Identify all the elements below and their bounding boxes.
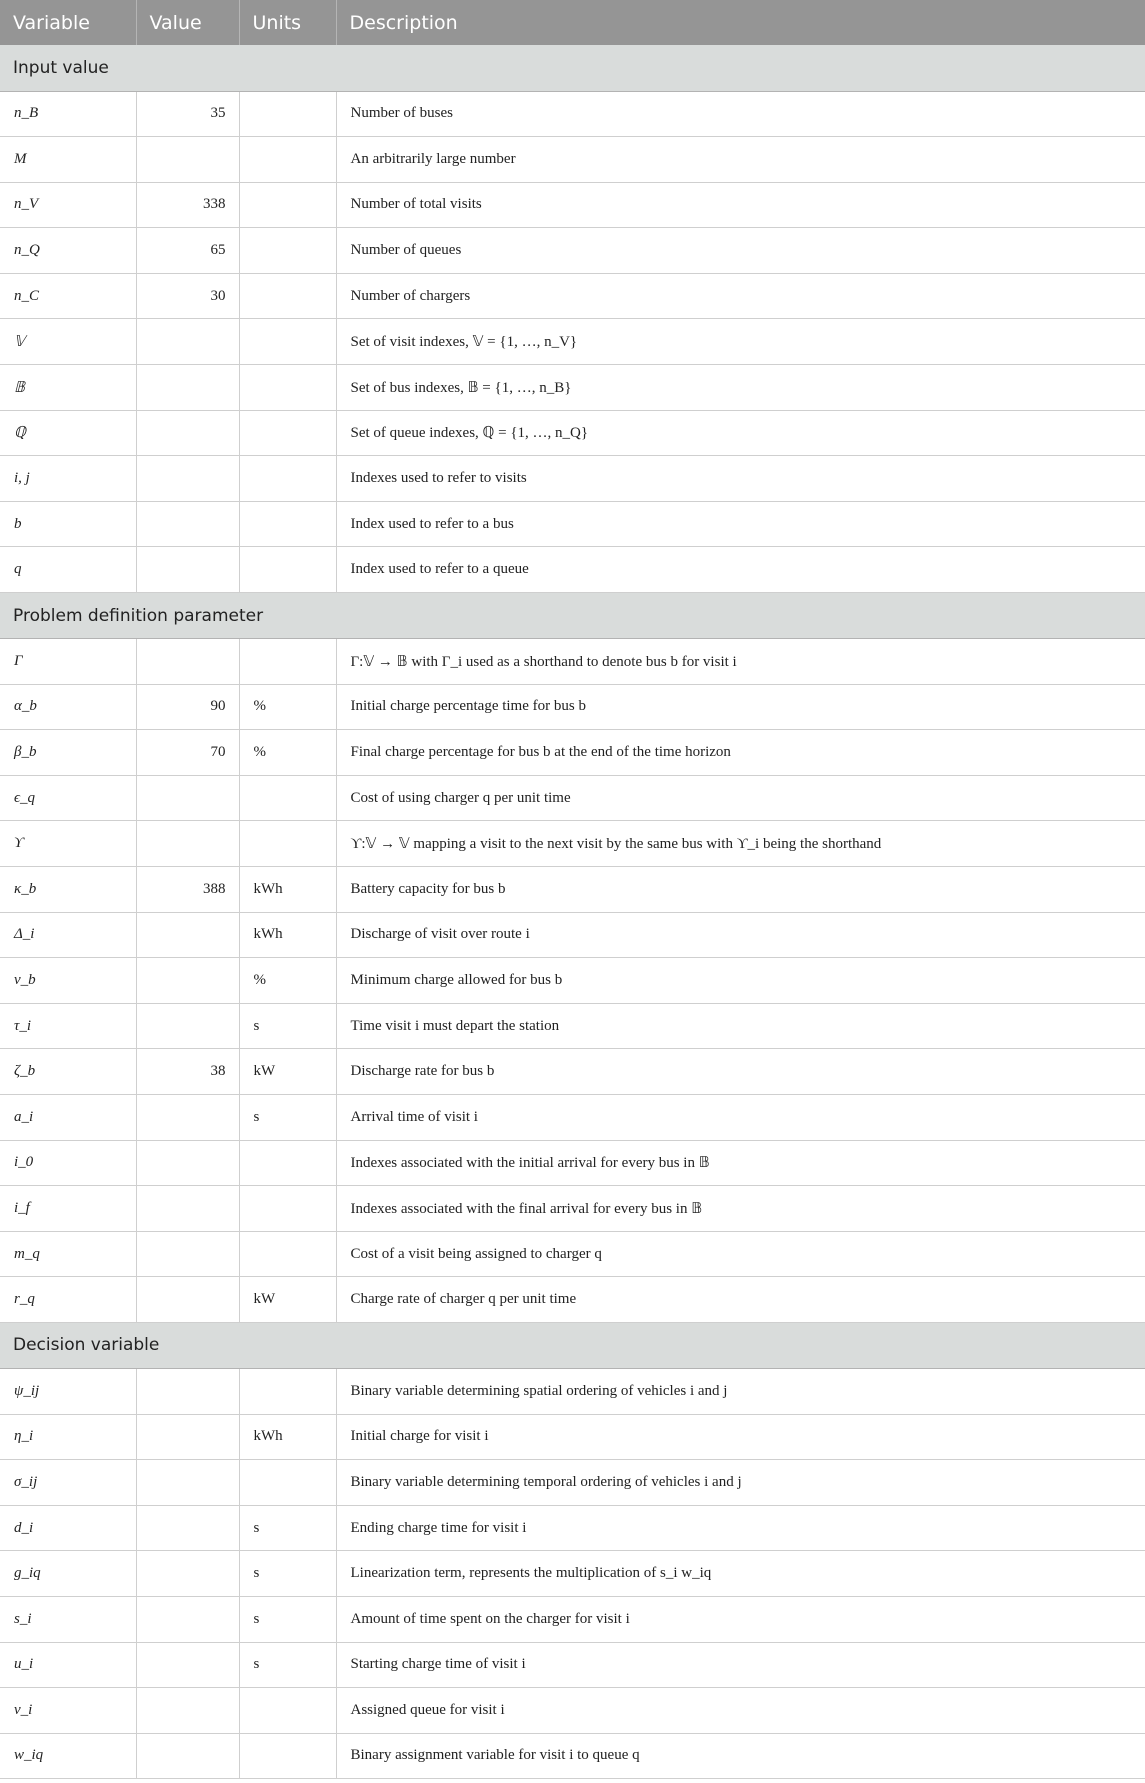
cell-description: Arrival time of visit i — [336, 1094, 1145, 1140]
table-row — [0, 639, 1145, 685]
cell-value — [136, 319, 239, 365]
cell-description: Indexes associated with the final arrival for every bus in 𝔹 — [336, 1186, 1145, 1232]
cell-variable: w_iq — [0, 1733, 136, 1779]
cell-description: Ending charge time for visit i — [336, 1505, 1145, 1551]
cell-description: Index used to refer to a bus — [336, 501, 1145, 547]
cell-units: kWh — [239, 912, 336, 958]
cell-units — [239, 821, 336, 867]
cell-value — [136, 1688, 239, 1734]
cell-description: Minimum charge allowed for bus b — [336, 958, 1145, 1004]
table-row — [0, 1277, 1145, 1323]
cell-value — [136, 912, 239, 958]
cell-description: Cost of a visit being assigned to charger q — [336, 1231, 1145, 1277]
cell-value — [136, 137, 239, 183]
cell-value: 388 — [136, 867, 239, 913]
section-title: Problem definition parameter — [0, 593, 1145, 639]
table-row — [0, 1642, 1145, 1688]
cell-value — [136, 1186, 239, 1232]
table-row — [0, 684, 1145, 730]
cell-variable: M — [0, 137, 136, 183]
cell-variable: s_i — [0, 1596, 136, 1642]
cell-variable: v_i — [0, 1688, 136, 1734]
cell-value — [136, 775, 239, 821]
cell-description: Initial charge percentage time for bus b — [336, 684, 1145, 730]
cell-description: Number of total visits — [336, 182, 1145, 228]
cell-units: kWh — [239, 1414, 336, 1460]
cell-description: Set of visit indexes, 𝕍 = {1, …, n_V} — [336, 319, 1145, 365]
cell-units — [239, 410, 336, 456]
table-row — [0, 1140, 1145, 1186]
cell-description: An arbitrarily large number — [336, 137, 1145, 183]
cell-value — [136, 1505, 239, 1551]
cell-variable: q — [0, 547, 136, 593]
cell-value — [136, 1551, 239, 1597]
cell-units: % — [239, 958, 336, 1004]
cell-description: Initial charge for visit i — [336, 1414, 1145, 1460]
table-row — [0, 182, 1145, 228]
cell-units — [239, 1733, 336, 1779]
cell-variable: n_B — [0, 91, 136, 137]
cell-variable: α_b — [0, 684, 136, 730]
cell-value — [136, 1733, 239, 1779]
cell-value — [136, 821, 239, 867]
table-row — [0, 1094, 1145, 1140]
cell-variable: ℚ — [0, 410, 136, 456]
cell-units — [239, 228, 336, 274]
table-row — [0, 1460, 1145, 1506]
table-row — [0, 137, 1145, 183]
cell-value: 338 — [136, 182, 239, 228]
cell-units — [239, 137, 336, 183]
cell-description: Assigned queue for visit i — [336, 1688, 1145, 1734]
table-row — [0, 775, 1145, 821]
cell-variable: ν_b — [0, 958, 136, 1004]
table-row — [0, 547, 1145, 593]
table-row — [0, 1505, 1145, 1551]
cell-variable: i_0 — [0, 1140, 136, 1186]
cell-description: Battery capacity for bus b — [336, 867, 1145, 913]
table-row — [0, 1368, 1145, 1414]
section-title: Decision variable — [0, 1322, 1145, 1368]
cell-value: 38 — [136, 1049, 239, 1095]
cell-units: kW — [239, 1277, 336, 1323]
cell-units — [239, 1231, 336, 1277]
cell-units — [239, 1186, 336, 1232]
cell-value — [136, 1368, 239, 1414]
cell-units — [239, 547, 336, 593]
header-value: Value — [136, 0, 239, 45]
cell-description: Cost of using charger q per unit time — [336, 775, 1145, 821]
cell-description: Final charge percentage for bus b at the end of the time horizon — [336, 730, 1145, 776]
cell-value — [136, 1277, 239, 1323]
cell-units — [239, 182, 336, 228]
cell-units — [239, 639, 336, 685]
cell-variable: r_q — [0, 1277, 136, 1323]
header-row — [0, 0, 1145, 45]
cell-variable: Δ_i — [0, 912, 136, 958]
cell-variable: ϵ_q — [0, 775, 136, 821]
cell-value — [136, 501, 239, 547]
cell-value — [136, 1414, 239, 1460]
table-row — [0, 1049, 1145, 1095]
cell-value — [136, 410, 239, 456]
table-row — [0, 912, 1145, 958]
cell-description: Indexes used to refer to visits — [336, 456, 1145, 502]
cell-variable: d_i — [0, 1505, 136, 1551]
cell-description: ϒ:𝕍 → 𝕍 mapping a visit to the next visit by the same bus with ϒ_i being the shorthand — [336, 821, 1145, 867]
cell-value — [136, 1596, 239, 1642]
cell-value: 90 — [136, 684, 239, 730]
section-row — [0, 593, 1145, 639]
table-row — [0, 1231, 1145, 1277]
table-row — [0, 319, 1145, 365]
cell-description: Binary assignment variable for visit i to queue q — [336, 1733, 1145, 1779]
cell-value — [136, 365, 239, 411]
cell-variable: i_f — [0, 1186, 136, 1232]
cell-variable: a_i — [0, 1094, 136, 1140]
table-row — [0, 273, 1145, 319]
cell-units: s — [239, 1642, 336, 1688]
cell-variable: ψ_ij — [0, 1368, 136, 1414]
table-body — [0, 45, 1145, 1779]
cell-variable: 𝕍 — [0, 319, 136, 365]
section-title: Input value — [0, 45, 1145, 91]
cell-variable: g_iq — [0, 1551, 136, 1597]
cell-description: Time visit i must depart the station — [336, 1003, 1145, 1049]
table-row — [0, 1186, 1145, 1232]
cell-units: s — [239, 1551, 336, 1597]
cell-variable: Γ — [0, 639, 136, 685]
table-row — [0, 365, 1145, 411]
cell-description: Binary variable determining spatial ordering of vehicles i and j — [336, 1368, 1145, 1414]
section-row — [0, 1322, 1145, 1368]
cell-units — [239, 1688, 336, 1734]
header-variable: Variable — [0, 0, 136, 45]
cell-description: Set of queue indexes, ℚ = {1, …, n_Q} — [336, 410, 1145, 456]
cell-units — [239, 775, 336, 821]
table-row — [0, 958, 1145, 1004]
cell-units: s — [239, 1094, 336, 1140]
cell-description: Number of queues — [336, 228, 1145, 274]
cell-value — [136, 1003, 239, 1049]
table-row — [0, 1003, 1145, 1049]
cell-description: Amount of time spent on the charger for visit i — [336, 1596, 1145, 1642]
cell-variable: m_q — [0, 1231, 136, 1277]
cell-description: Linearization term, represents the multiplication of s_i w_iq — [336, 1551, 1145, 1597]
cell-variable: 𝔹 — [0, 365, 136, 411]
table-row — [0, 1733, 1145, 1779]
cell-units: s — [239, 1505, 336, 1551]
cell-variable: ϒ — [0, 821, 136, 867]
cell-value — [136, 1231, 239, 1277]
cell-value — [136, 958, 239, 1004]
cell-description: Γ:𝕍 → 𝔹 with Γ_i used as a shorthand to denote bus b for visit i — [336, 639, 1145, 685]
cell-variable: n_V — [0, 182, 136, 228]
cell-units: s — [239, 1003, 336, 1049]
table-row — [0, 1551, 1145, 1597]
cell-units — [239, 456, 336, 502]
cell-value — [136, 1140, 239, 1186]
cell-description: Number of chargers — [336, 273, 1145, 319]
cell-variable: β_b — [0, 730, 136, 776]
table-header — [0, 0, 1145, 45]
table-row — [0, 501, 1145, 547]
table-row — [0, 867, 1145, 913]
cell-value — [136, 456, 239, 502]
cell-units — [239, 1460, 336, 1506]
cell-variable: η_i — [0, 1414, 136, 1460]
cell-variable: σ_ij — [0, 1460, 136, 1506]
cell-description: Indexes associated with the initial arrival for every bus in 𝔹 — [336, 1140, 1145, 1186]
cell-units — [239, 91, 336, 137]
cell-description: Charge rate of charger q per unit time — [336, 1277, 1145, 1323]
cell-description: Index used to refer to a queue — [336, 547, 1145, 593]
header-units: Units — [239, 0, 336, 45]
table-row — [0, 1688, 1145, 1734]
cell-units: s — [239, 1596, 336, 1642]
cell-value: 30 — [136, 273, 239, 319]
cell-variable: κ_b — [0, 867, 136, 913]
cell-units: kW — [239, 1049, 336, 1095]
table-row — [0, 91, 1145, 137]
cell-description: Discharge of visit over route i — [336, 912, 1145, 958]
table-row — [0, 456, 1145, 502]
cell-value — [136, 639, 239, 685]
cell-value: 70 — [136, 730, 239, 776]
cell-units: kWh — [239, 867, 336, 913]
cell-value — [136, 1460, 239, 1506]
cell-value — [136, 1094, 239, 1140]
cell-units — [239, 1368, 336, 1414]
table-row — [0, 821, 1145, 867]
cell-description: Number of buses — [336, 91, 1145, 137]
table-row — [0, 1596, 1145, 1642]
table-row — [0, 730, 1145, 776]
cell-units — [239, 365, 336, 411]
cell-description: Binary variable determining temporal ordering of vehicles i and j — [336, 1460, 1145, 1506]
cell-variable: τ_i — [0, 1003, 136, 1049]
cell-value — [136, 547, 239, 593]
table-row — [0, 228, 1145, 274]
cell-value — [136, 1642, 239, 1688]
cell-units: % — [239, 684, 336, 730]
cell-variable: n_Q — [0, 228, 136, 274]
cell-variable: u_i — [0, 1642, 136, 1688]
cell-description: Starting charge time of visit i — [336, 1642, 1145, 1688]
cell-variable: b — [0, 501, 136, 547]
header-description: Description — [336, 0, 1145, 45]
cell-value: 65 — [136, 228, 239, 274]
cell-units — [239, 319, 336, 365]
cell-value: 35 — [136, 91, 239, 137]
cell-variable: n_C — [0, 273, 136, 319]
cell-variable: ζ_b — [0, 1049, 136, 1095]
cell-description: Set of bus indexes, 𝔹 = {1, …, n_B} — [336, 365, 1145, 411]
cell-units — [239, 1140, 336, 1186]
cell-units — [239, 501, 336, 547]
table-row — [0, 1414, 1145, 1460]
section-row — [0, 45, 1145, 91]
cell-units: % — [239, 730, 336, 776]
cell-description: Discharge rate for bus b — [336, 1049, 1145, 1095]
cell-variable: i, j — [0, 456, 136, 502]
table-row — [0, 410, 1145, 456]
cell-units — [239, 273, 336, 319]
